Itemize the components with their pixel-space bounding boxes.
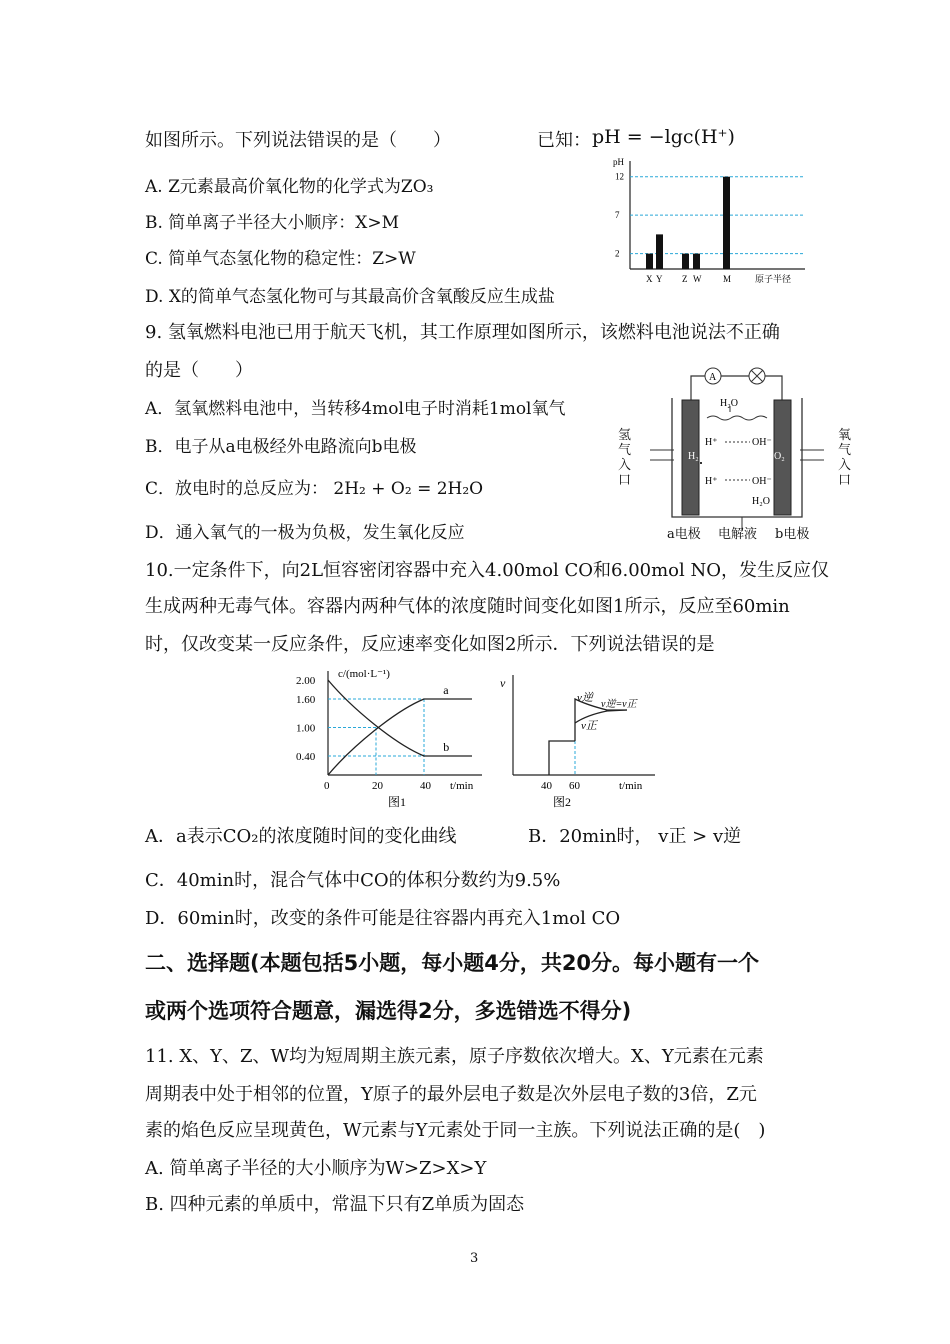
- q10-option-d: D．60min时，改变的条件可能是往容器内再充入1mol CO: [145, 908, 621, 929]
- fig2-xtick-60: 60: [569, 780, 580, 792]
- a-electrode-label: a电极: [667, 527, 701, 542]
- q10-option-c: C．40min时，混合气体中CO的体积分数约为9.5%: [145, 870, 561, 891]
- q10-stem-line3: 时，仅改变某一反应条件，反应速率变化如图2所示．下列说法错误的是: [145, 634, 715, 655]
- series-b-line: [328, 680, 472, 756]
- fig2-v-rev-label: v逆: [577, 692, 593, 704]
- q9-option-b: B．电子从a电极经外电路流向b电极: [145, 437, 417, 457]
- category-label-Z: Z: [682, 274, 688, 284]
- fig1-caption: 图1: [388, 795, 407, 809]
- bar-W: [693, 254, 700, 269]
- bar-Z: [682, 254, 689, 269]
- fig2-equilibrium-rate: [549, 741, 575, 775]
- q8-option-b: B. 简单离子半径大小顺序：X>M: [145, 213, 400, 233]
- bar-M: [723, 177, 730, 269]
- category-label-X: X: [646, 274, 653, 284]
- y-axis-label: pH: [613, 157, 624, 167]
- q8-known-label: 已知：: [537, 130, 591, 151]
- h-plus-upper: H⁺: [705, 437, 718, 448]
- q8-option-c: C. 简单气态氢化物的稳定性：Z>W: [145, 249, 416, 269]
- concentration-time-chart: [290, 665, 490, 810]
- q10-stem-line2: 生成两种无毒气体。容器内两种气体的浓度随时间变化如图1所示，反应至60min: [145, 596, 790, 617]
- h2o-top-label: H₂O: [720, 398, 738, 409]
- bar-Y: [656, 234, 663, 269]
- ammeter-label: A: [709, 372, 717, 383]
- q10-option-b: B．20min时， v正 > v逆: [528, 826, 742, 847]
- oh-minus-lower: OH⁻: [752, 476, 772, 487]
- q8-option-d: D. X的简单气态氢化物可与其最高价含氧酸反应生成盐: [145, 287, 555, 307]
- series-b-label: b: [443, 740, 450, 754]
- fig2-v-fwd-label: v正: [581, 720, 597, 732]
- liquid-surface: [707, 416, 767, 420]
- fig1-ytick-label: 0.40: [296, 751, 316, 763]
- fig1-y-label: c/(mol·L⁻¹): [338, 668, 390, 680]
- h2o-bottom-label: H₂O: [752, 496, 770, 507]
- fig2-v-eq-label: v逆=v正: [601, 699, 637, 710]
- q10-option-a: A．a表示CO₂的浓度随时间的变化曲线: [145, 826, 457, 847]
- q11-option-a: A. 简单离子半径的大小顺序为W>Z>X>Y: [145, 1158, 487, 1179]
- oxygen-inlet-label: 氧气入口: [838, 428, 852, 488]
- fig2-x-label: t/min: [619, 780, 643, 792]
- section-2-heading-line1: 二、选择题(本题包括5小题，每小题4分，共20分。每小题有一个: [145, 951, 760, 975]
- ytick-label: 2: [615, 248, 620, 259]
- category-label-W: W: [693, 274, 702, 284]
- x-axis-label: 原子半径: [755, 274, 792, 284]
- series-a-line: [328, 699, 472, 775]
- q8-known-formula: pH = −lgc(H⁺): [592, 126, 735, 148]
- series-a-label: a: [443, 683, 449, 697]
- page-number: 3: [470, 1251, 479, 1266]
- ytick-label: 7: [615, 210, 620, 221]
- q11-stem-line2: 周期表中处于相邻的位置，Y原子的最外层电子数是次外层电子数的3倍，Z元: [145, 1084, 757, 1105]
- q9-stem-line2: 的是（ ）: [145, 360, 253, 381]
- q9-stem-line1: 9. 氢氧燃料电池已用于航天飞机，其工作原理如图所示，该燃料电池说法不正确: [145, 322, 780, 343]
- q10-stem-line1: 10.一定条件下，向2L恒容密闭容器中充入4.00mol CO和6.00mol NO，发生反应仅: [145, 560, 829, 581]
- bar-X: [646, 254, 653, 269]
- fig1-ytick-label: 2.00: [296, 675, 316, 687]
- fig1-x-label: t/min: [450, 780, 474, 792]
- q8-stem-tail: 如图所示。下列说法错误的是（ ）: [145, 130, 451, 151]
- oh-minus-upper: OH⁻: [752, 437, 772, 448]
- fig1-xtick-label: 40: [420, 780, 431, 792]
- ytick-label: 12: [615, 171, 624, 182]
- q11-stem-line3: 素的焰色反应呈现黄色，W元素与Y元素处于同一主族。下列说法正确的是( ): [145, 1120, 766, 1141]
- hydrogen-inlet-label: 氢气入口: [618, 428, 632, 488]
- fuel-cell-diagram: [612, 362, 857, 542]
- h-plus-lower: H⁺: [705, 476, 718, 487]
- fig1-xtick-label: 20: [372, 780, 383, 792]
- fig1-ytick-label: 1.00: [296, 722, 316, 735]
- h2-label: H₂: [688, 451, 699, 462]
- category-label-Y: Y: [656, 274, 663, 284]
- q11-option-b: B. 四种元素的单质中，常温下只有Z单质为固态: [145, 1194, 525, 1215]
- fig1-xtick-label: 0: [324, 780, 330, 792]
- q9-option-d: D．通入氧气的一极为负极，发生氧化反应: [145, 523, 465, 543]
- q9-option-a: A．氢氧燃料电池中，当转移4mol电子时消耗1mol氧气: [145, 399, 566, 419]
- section-2-heading-line2: 或两个选项符合题意，漏选得2分，多选错选不得分): [145, 999, 632, 1023]
- b-electrode-label: b电极: [775, 527, 810, 542]
- category-label-M: M: [723, 274, 732, 284]
- ph-bar-chart: [605, 155, 815, 290]
- fig2-caption: 图2: [553, 795, 572, 809]
- electrolyte-label: 电解液: [718, 527, 758, 542]
- q11-stem-line1: 11. X、Y、Z、W均为短周期主族元素，原子序数依次增大。X、Y元素在元素: [145, 1046, 764, 1067]
- fig2-y-label: v: [500, 676, 506, 690]
- rate-time-chart: [495, 665, 665, 810]
- q8-option-a: A. Z元素最高价氧化物的化学式为ZO₃: [145, 177, 434, 197]
- fig1-ytick-label: 1.60: [296, 694, 316, 706]
- fig2-xtick-40: 40: [541, 780, 552, 792]
- q9-option-c: C．放电时的总反应为： 2H₂ + O₂ = 2H₂O: [145, 479, 484, 499]
- external-circuit-wire: [691, 376, 782, 400]
- o2-label: O₂: [774, 451, 785, 462]
